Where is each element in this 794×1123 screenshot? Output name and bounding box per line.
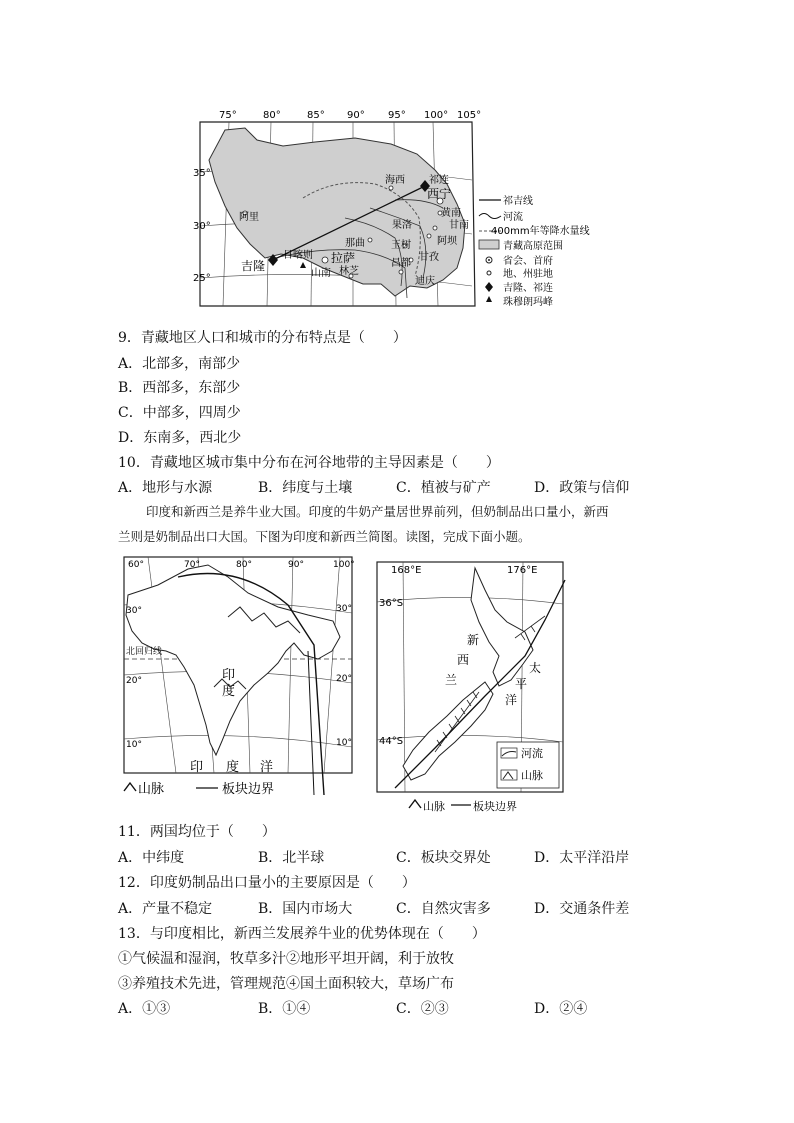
lon-label: 105° [457,110,482,121]
q12-option-a[interactable]: A．产量不稳定 [118,901,213,917]
country-label: 度 [222,684,236,699]
q13-option-a[interactable]: A．①③ [118,1001,171,1017]
place-label: 吉隆 [241,259,266,273]
lat-label: 10° [336,738,352,748]
q10-option-c[interactable]: C．植被与矿产 [396,480,491,496]
place-label: 林芝 [339,266,359,277]
legend-label: 山脉 [521,769,543,782]
lon-label: 95° [388,110,406,121]
legend-label: 板块边界 [222,782,275,797]
lat-label: 20° [336,674,352,684]
lon-label: 75° [219,110,237,121]
tropic-label: 北回归线 [126,647,163,657]
place-label: 甘南 [449,220,469,231]
lat-label: 20° [126,676,142,686]
place-label: 甘孜 [419,252,439,263]
lat-label: 36°S [379,598,404,609]
lat-label: 30° [336,604,352,614]
place-label: 昌都 [391,258,411,269]
question-9: 9．青藏地区人口和城市的分布特点是（ ） [118,330,407,346]
ocean-label: 度 [226,760,240,775]
legend-label: 板块边界 [473,800,517,813]
lon-label: 70° [184,560,200,570]
lat-label: 35° [193,168,211,179]
lat-label: 25° [193,273,211,284]
legend-label: 珠穆朗玛峰 [503,297,553,308]
lon-label: 176°E [507,565,538,576]
legend-label: 400mm年等降水量线 [491,226,590,237]
intro-line-2: 兰则是奶制品出口大国。下图为印度和新西兰简图。读图，完成下面小题。 [118,529,531,544]
ocean-label: 太 [529,661,542,675]
q11-option-d[interactable]: D．太平洋沿岸 [534,850,630,866]
ocean-label: 洋 [505,693,518,707]
legend-label: 祁吉线 [503,196,533,207]
ocean-label: 印 [190,760,204,775]
lon-label: 80° [236,560,252,570]
lat-label: 30° [193,221,211,232]
q11-option-b[interactable]: B．北半球 [258,850,325,866]
legend-label: 山脉 [423,800,445,813]
legend-label: 河流 [521,747,543,760]
place-label: 日喀则 [283,250,313,261]
place-label: 迪庆 [415,276,435,287]
legend-label: 吉隆、祁连 [503,283,553,294]
q12-option-d[interactable]: D．交通条件差 [534,901,630,917]
q10-option-d[interactable]: D．政策与信仰 [534,480,630,496]
lon-label: 100° [424,110,449,121]
lon-label: 100° [333,560,355,570]
q11-option-a[interactable]: A．中纬度 [118,850,185,866]
legend-label: 省会、首府 [503,256,553,267]
q12-option-c[interactable]: C．自然灾害多 [396,901,491,917]
place-label: 祁连 [429,175,449,186]
place-label: 西宁 [427,187,452,201]
q12-option-b[interactable]: B．国内市场大 [258,901,353,917]
q11-option-c[interactable]: C．板块交界处 [396,850,491,866]
intro-line-1: 印度和新西兰是养牛业大国。印度的牛奶产量居世界前列，但奶制品出口量小，新西 [146,504,609,519]
q9-option-c[interactable]: C．中部多，四周少 [118,405,241,421]
lon-label: 80° [263,110,281,121]
q10-option-b[interactable]: B．纬度与土壤 [258,480,353,496]
q13-option-c[interactable]: C．②③ [396,1001,449,1017]
ocean-label: 平 [515,677,528,691]
q13-option-d[interactable]: D．②④ [534,1001,588,1017]
place-label: 海西 [385,175,405,186]
legend-label: 山脉 [138,782,165,797]
place-label: 黄南 [441,208,461,219]
india-map [118,555,358,800]
q13-statements-2: ③养殖技术先进，管理规范④国土面积较大，草场广布 [118,976,454,992]
question-11: 11．两国均位于（ ） [118,824,276,840]
place-label: 果洛 [392,220,412,231]
q10-option-a[interactable]: A．地形与水源 [118,480,213,496]
legend-label: 地、州驻地 [503,269,553,280]
lon-label: 168°E [391,565,422,576]
place-label: 那曲 [345,238,365,249]
q13-statements-1: ①气候温和湿润，牧草多汁②地形平坦开阔，利于放牧 [118,951,454,967]
question-10: 10．青藏地区城市集中分布在河谷地带的主导因素是（ ） [118,455,500,471]
legend-label: 青藏高原范围 [503,241,563,252]
q9-option-d[interactable]: D．东南多，西北少 [118,430,242,446]
country-label: 新 [467,633,480,647]
lon-label: 85° [307,110,325,121]
legend-label: 河流 [503,212,523,223]
qinghai-tibet-map [195,108,600,313]
country-label: 西 [457,653,470,667]
place-label: 阿里 [239,212,259,223]
country-label: 兰 [445,673,458,687]
lat-label: 30° [126,606,142,616]
question-13: 13．与印度相比，新西兰发展养牛业的优势体现在（ ） [118,926,486,942]
lon-label: 90° [347,110,365,121]
q9-option-a[interactable]: A．北部多，南部少 [118,356,241,372]
place-label: 玉树 [391,240,411,251]
lat-label: 44°S [379,736,404,747]
lon-label: 90° [288,560,304,570]
q13-option-b[interactable]: B．①④ [258,1001,311,1017]
ocean-label: 洋 [260,760,274,775]
lon-label: 60° [128,560,144,570]
lat-label: 10° [126,740,142,750]
country-label: 印 [222,668,236,683]
question-12: 12．印度奶制品出口量小的主要原因是（ ） [118,875,416,891]
q9-option-b[interactable]: B．西部多，东部少 [118,380,241,396]
place-label: 山南 [311,268,331,279]
place-label: 拉萨 [331,251,356,265]
place-label: 阿坝 [437,236,457,247]
new-zealand-map [375,560,570,815]
